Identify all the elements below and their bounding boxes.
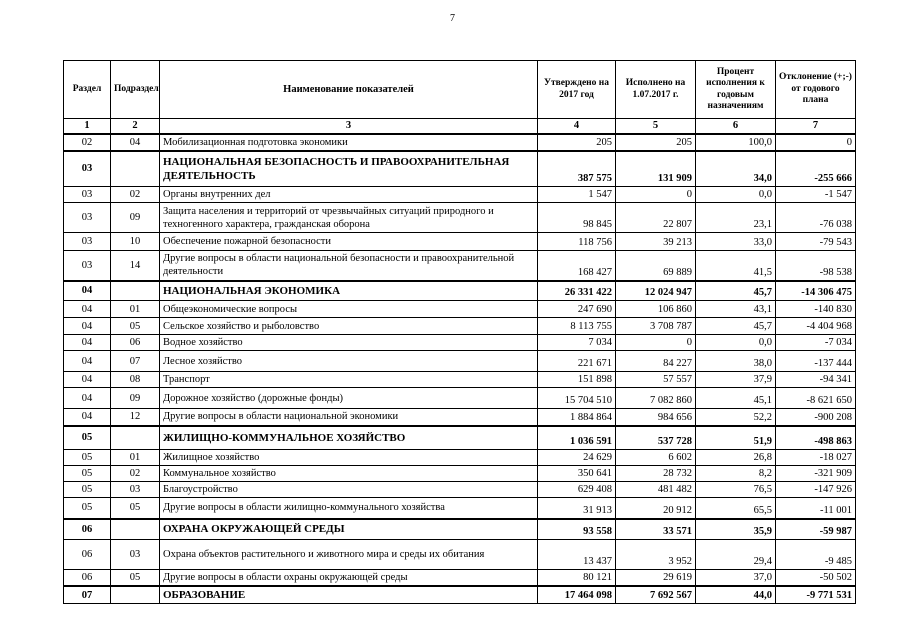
- approved-cell: 350 641: [538, 466, 616, 482]
- executed-cell: 481 482: [616, 482, 696, 498]
- section-name-cell: ОХРАНА ОКРУЖАЮЩЕЙ СРЕДЫ: [160, 519, 538, 540]
- header-percent: Процент исполнения к годовым назначениям: [696, 61, 776, 119]
- table-row: [64, 203, 856, 233]
- deviation-cell: -1 547: [776, 187, 856, 203]
- section-name-cell: НАЦИОНАЛЬНАЯ ЭКОНОМИКА: [160, 281, 538, 301]
- approved-cell: 387 575: [538, 151, 616, 187]
- executed-cell: 29 619: [616, 570, 696, 587]
- podrazdel-cell: [111, 281, 160, 301]
- table-row: [64, 570, 856, 587]
- deviation-cell: -50 502: [776, 570, 856, 587]
- table-row: [64, 318, 856, 335]
- percent-cell: 43,1: [696, 301, 776, 318]
- razdel-cell: 04: [64, 372, 111, 388]
- executed-cell: 39 213: [616, 233, 696, 251]
- podrazdel-cell: 05: [111, 318, 160, 335]
- approved-cell: 629 408: [538, 482, 616, 498]
- razdel-cell: 04: [64, 388, 111, 409]
- executed-cell: 33 571: [616, 519, 696, 540]
- budget-execution-table: [63, 60, 856, 604]
- approved-cell: 31 913: [538, 498, 616, 519]
- razdel-cell: 07: [64, 586, 111, 604]
- indicator-name-cell: Жилищное хозяйство: [160, 450, 538, 466]
- header-approved: Утверждено на 2017 год: [538, 61, 616, 119]
- section-row: [64, 586, 856, 604]
- deviation-cell: -9 771 531: [776, 586, 856, 604]
- header-podrazdel: Подраздел: [111, 61, 160, 119]
- deviation-cell: -11 001: [776, 498, 856, 519]
- podrazdel-cell: [111, 151, 160, 187]
- table-row: [64, 482, 856, 498]
- podrazdel-cell: 04: [111, 134, 160, 151]
- executed-cell: 7 692 567: [616, 586, 696, 604]
- podrazdel-cell: [111, 586, 160, 604]
- deviation-cell: -900 208: [776, 409, 856, 426]
- razdel-cell: 05: [64, 466, 111, 482]
- section-row: [64, 281, 856, 301]
- percent-cell: 0,0: [696, 335, 776, 351]
- table-row: [64, 187, 856, 203]
- approved-cell: 17 464 098: [538, 586, 616, 604]
- indicator-name-cell: Органы внутренних дел: [160, 187, 538, 203]
- indicator-name-cell: Коммунальное хозяйство: [160, 466, 538, 482]
- podrazdel-cell: 05: [111, 570, 160, 587]
- executed-cell: 0: [616, 335, 696, 351]
- table-row: [64, 450, 856, 466]
- table-row: [64, 540, 856, 570]
- podrazdel-cell: 02: [111, 466, 160, 482]
- executed-cell: 22 807: [616, 203, 696, 233]
- percent-cell: 45,7: [696, 318, 776, 335]
- razdel-cell: 05: [64, 482, 111, 498]
- razdel-cell: 04: [64, 409, 111, 426]
- razdel-cell: 03: [64, 187, 111, 203]
- approved-cell: 247 690: [538, 301, 616, 318]
- executed-cell: 0: [616, 187, 696, 203]
- approved-cell: 98 845: [538, 203, 616, 233]
- table-row: [64, 351, 856, 372]
- column-number: 3: [160, 119, 538, 134]
- deviation-cell: -498 863: [776, 426, 856, 450]
- header-executed: Исполнено на 1.07.2017 г.: [616, 61, 696, 119]
- podrazdel-cell: 06: [111, 335, 160, 351]
- podrazdel-cell: 09: [111, 388, 160, 409]
- percent-cell: 0,0: [696, 187, 776, 203]
- percent-cell: 45,1: [696, 388, 776, 409]
- percent-cell: 34,0: [696, 151, 776, 187]
- percent-cell: 29,4: [696, 540, 776, 570]
- percent-cell: 51,9: [696, 426, 776, 450]
- percent-cell: 100,0: [696, 134, 776, 151]
- podrazdel-cell: 10: [111, 233, 160, 251]
- approved-cell: 151 898: [538, 372, 616, 388]
- table-row: [64, 233, 856, 251]
- table-row: [64, 301, 856, 318]
- deviation-cell: -18 027: [776, 450, 856, 466]
- executed-cell: 57 557: [616, 372, 696, 388]
- podrazdel-cell: 07: [111, 351, 160, 372]
- approved-cell: 80 121: [538, 570, 616, 587]
- deviation-cell: -94 341: [776, 372, 856, 388]
- approved-cell: 1 884 864: [538, 409, 616, 426]
- executed-cell: 69 889: [616, 251, 696, 281]
- indicator-name-cell: Другие вопросы в области национальной экономики: [160, 409, 538, 426]
- page-number: 7: [450, 13, 455, 24]
- column-number: 7: [776, 119, 856, 134]
- section-row: [64, 426, 856, 450]
- razdel-cell: 04: [64, 335, 111, 351]
- percent-cell: 41,5: [696, 251, 776, 281]
- percent-cell: 45,7: [696, 281, 776, 301]
- executed-cell: 537 728: [616, 426, 696, 450]
- column-number-row: [64, 119, 856, 134]
- indicator-name-cell: Благоустройство: [160, 482, 538, 498]
- approved-cell: 205: [538, 134, 616, 151]
- indicator-name-cell: Общеэкономические вопросы: [160, 301, 538, 318]
- approved-cell: 24 629: [538, 450, 616, 466]
- indicator-name-cell: Водное хозяйство: [160, 335, 538, 351]
- approved-cell: 8 113 755: [538, 318, 616, 335]
- column-number: 1: [64, 119, 111, 134]
- podrazdel-cell: 02: [111, 187, 160, 203]
- percent-cell: 26,8: [696, 450, 776, 466]
- section-name-cell: ОБРАЗОВАНИЕ: [160, 586, 538, 604]
- indicator-name-cell: Другие вопросы в области национальной безопасности и правоохранительной деятельности: [160, 251, 538, 281]
- indicator-name-cell: Дорожное хозяйство (дорожные фонды): [160, 388, 538, 409]
- approved-cell: 118 756: [538, 233, 616, 251]
- indicator-name-cell: Защита населения и территорий от чрезвычайных ситуаций природного и техногенного характера, гражданская оборона: [160, 203, 538, 233]
- header-row: [64, 61, 856, 119]
- table-row: [64, 388, 856, 409]
- executed-cell: 3 708 787: [616, 318, 696, 335]
- section-name-cell: НАЦИОНАЛЬНАЯ БЕЗОПАСНОСТЬ И ПРАВООХРАНИТЕЛЬНАЯ ДЕЯТЕЛЬНОСТЬ: [160, 151, 538, 187]
- indicator-name-cell: Лесное хозяйство: [160, 351, 538, 372]
- percent-cell: 52,2: [696, 409, 776, 426]
- percent-cell: 35,9: [696, 519, 776, 540]
- razdel-cell: 02: [64, 134, 111, 151]
- executed-cell: 6 602: [616, 450, 696, 466]
- column-number: 5: [616, 119, 696, 134]
- deviation-cell: -4 404 968: [776, 318, 856, 335]
- column-number: 2: [111, 119, 160, 134]
- executed-cell: 12 024 947: [616, 281, 696, 301]
- indicator-name-cell: Сельское хозяйство и рыболовство: [160, 318, 538, 335]
- podrazdel-cell: 03: [111, 482, 160, 498]
- razdel-cell: 04: [64, 281, 111, 301]
- podrazdel-cell: [111, 519, 160, 540]
- deviation-cell: 0: [776, 134, 856, 151]
- razdel-cell: 03: [64, 251, 111, 281]
- razdel-cell: 03: [64, 233, 111, 251]
- table-row: [64, 409, 856, 426]
- approved-cell: 26 331 422: [538, 281, 616, 301]
- razdel-cell: 04: [64, 351, 111, 372]
- column-number: 4: [538, 119, 616, 134]
- percent-cell: 65,5: [696, 498, 776, 519]
- razdel-cell: 06: [64, 540, 111, 570]
- indicator-name-cell: Другие вопросы в области охраны окружающей среды: [160, 570, 538, 587]
- podrazdel-cell: 03: [111, 540, 160, 570]
- razdel-cell: 04: [64, 301, 111, 318]
- razdel-cell: 05: [64, 426, 111, 450]
- deviation-cell: -79 543: [776, 233, 856, 251]
- indicator-name-cell: Охрана объектов растительного и животного мира и среды их обитания: [160, 540, 538, 570]
- indicator-name-cell: Транспорт: [160, 372, 538, 388]
- razdel-cell: 04: [64, 318, 111, 335]
- approved-cell: 1 036 591: [538, 426, 616, 450]
- header-indicator-name: Наименование показателей: [160, 61, 538, 119]
- podrazdel-cell: 09: [111, 203, 160, 233]
- podrazdel-cell: 01: [111, 301, 160, 318]
- executed-cell: 7 082 860: [616, 388, 696, 409]
- approved-cell: 221 671: [538, 351, 616, 372]
- razdel-cell: 03: [64, 151, 111, 187]
- podrazdel-cell: 01: [111, 450, 160, 466]
- percent-cell: 37,0: [696, 570, 776, 587]
- deviation-cell: -76 038: [776, 203, 856, 233]
- razdel-cell: 03: [64, 203, 111, 233]
- deviation-cell: -255 666: [776, 151, 856, 187]
- section-row: [64, 519, 856, 540]
- deviation-cell: -98 538: [776, 251, 856, 281]
- deviation-cell: -147 926: [776, 482, 856, 498]
- approved-cell: 168 427: [538, 251, 616, 281]
- approved-cell: 7 034: [538, 335, 616, 351]
- percent-cell: 38,0: [696, 351, 776, 372]
- approved-cell: 13 437: [538, 540, 616, 570]
- deviation-cell: -8 621 650: [776, 388, 856, 409]
- section-name-cell: ЖИЛИЩНО-КОММУНАЛЬНОЕ ХОЗЯЙСТВО: [160, 426, 538, 450]
- percent-cell: 33,0: [696, 233, 776, 251]
- table-row: [64, 498, 856, 519]
- percent-cell: 76,5: [696, 482, 776, 498]
- percent-cell: 44,0: [696, 586, 776, 604]
- table-row: [64, 466, 856, 482]
- table-row: [64, 134, 856, 151]
- executed-cell: 106 860: [616, 301, 696, 318]
- indicator-name-cell: Другие вопросы в области жилищно-коммунального хозяйства: [160, 498, 538, 519]
- deviation-cell: -140 830: [776, 301, 856, 318]
- podrazdel-cell: 12: [111, 409, 160, 426]
- approved-cell: 93 558: [538, 519, 616, 540]
- razdel-cell: 05: [64, 498, 111, 519]
- deviation-cell: -7 034: [776, 335, 856, 351]
- executed-cell: 131 909: [616, 151, 696, 187]
- executed-cell: 84 227: [616, 351, 696, 372]
- deviation-cell: -59 987: [776, 519, 856, 540]
- executed-cell: 984 656: [616, 409, 696, 426]
- podrazdel-cell: 14: [111, 251, 160, 281]
- deviation-cell: -137 444: [776, 351, 856, 372]
- percent-cell: 37,9: [696, 372, 776, 388]
- executed-cell: 3 952: [616, 540, 696, 570]
- indicator-name-cell: Обеспечение пожарной безопасности: [160, 233, 538, 251]
- header-razdel: Раздел: [64, 61, 111, 119]
- executed-cell: 205: [616, 134, 696, 151]
- header-deviation: Отклонение (+;-) от годового плана: [776, 61, 856, 119]
- deviation-cell: -14 306 475: [776, 281, 856, 301]
- deviation-cell: -321 909: [776, 466, 856, 482]
- podrazdel-cell: [111, 426, 160, 450]
- table-row: [64, 372, 856, 388]
- percent-cell: 23,1: [696, 203, 776, 233]
- section-row: [64, 151, 856, 187]
- razdel-cell: 05: [64, 450, 111, 466]
- executed-cell: 20 912: [616, 498, 696, 519]
- column-number: 6: [696, 119, 776, 134]
- executed-cell: 28 732: [616, 466, 696, 482]
- table-row: [64, 251, 856, 281]
- razdel-cell: 06: [64, 570, 111, 587]
- razdel-cell: 06: [64, 519, 111, 540]
- podrazdel-cell: 08: [111, 372, 160, 388]
- deviation-cell: -9 485: [776, 540, 856, 570]
- approved-cell: 15 704 510: [538, 388, 616, 409]
- percent-cell: 8,2: [696, 466, 776, 482]
- table-row: [64, 335, 856, 351]
- indicator-name-cell: Мобилизационная подготовка экономики: [160, 134, 538, 151]
- approved-cell: 1 547: [538, 187, 616, 203]
- podrazdel-cell: 05: [111, 498, 160, 519]
